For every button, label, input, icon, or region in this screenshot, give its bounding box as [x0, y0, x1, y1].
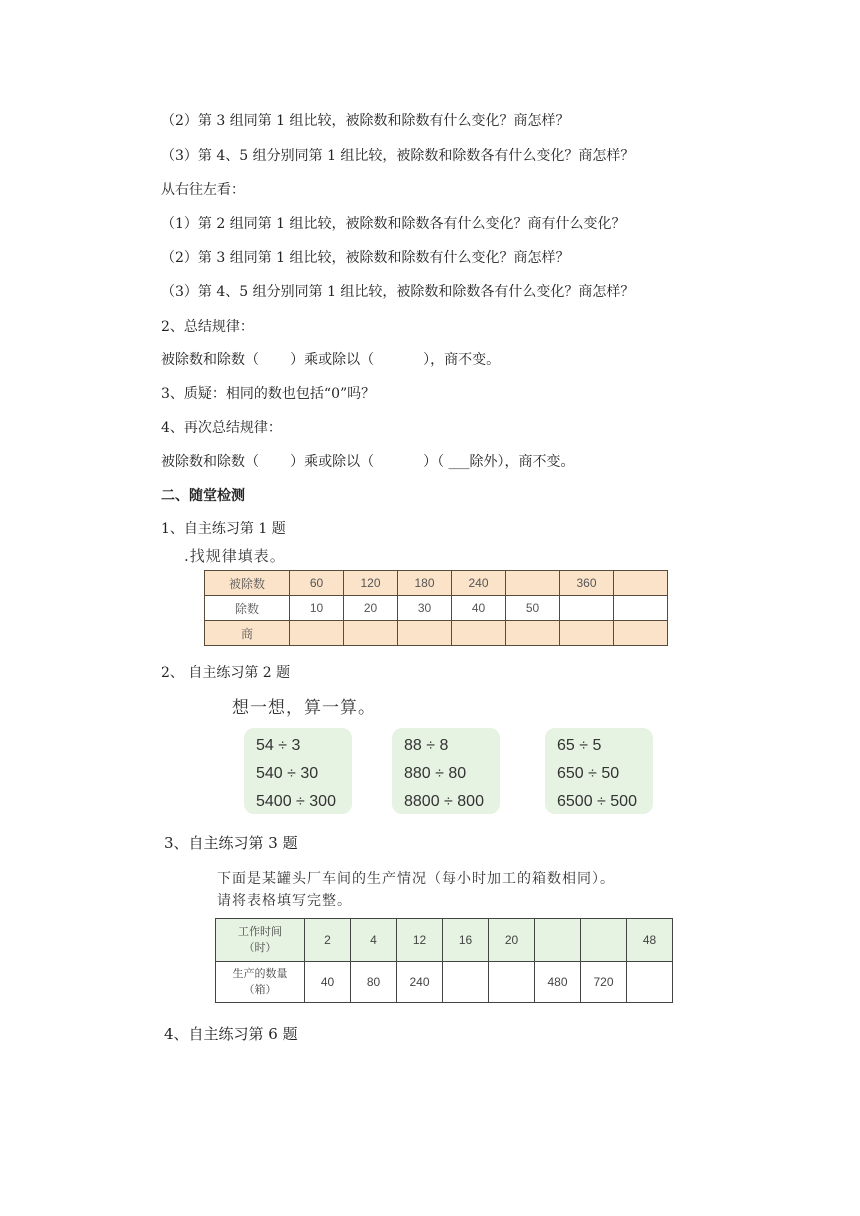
table-cell: 80 — [351, 962, 397, 1003]
table-cell: 60 — [290, 571, 344, 596]
table-cell: 40 — [452, 596, 506, 621]
table-cell: 40 — [305, 962, 351, 1003]
table-cell: 480 — [535, 962, 581, 1003]
table-cell-blank — [344, 621, 398, 646]
table-cell: 50 — [506, 596, 560, 621]
expression: 8800 ÷ 800 — [404, 793, 484, 810]
q3-instruction-1: 下面是某罐头厂车间的生产情况（每小时加工的箱数相同）。 — [217, 871, 615, 887]
table-cell-blank — [560, 621, 614, 646]
q3-instruction-2: 请将表格填写完整。 — [217, 893, 352, 909]
table-row — [205, 571, 668, 596]
table-cell: 240 — [397, 962, 443, 1003]
expression: 880 ÷ 80 — [404, 765, 467, 782]
table-header-quantity — [216, 962, 305, 1003]
expression: 88 ÷ 8 — [404, 737, 449, 754]
table-cell: 20 — [344, 596, 398, 621]
table-cell: 360 — [560, 571, 614, 596]
table-row — [205, 596, 668, 621]
q1-title: 1、自主练习第 1 题 — [161, 521, 286, 537]
table-cell: 2 — [305, 919, 351, 962]
header-unit: （箱） — [243, 983, 277, 996]
table-cell-blank — [489, 962, 535, 1003]
summary-again-heading: 4、再次总结规律： — [161, 420, 282, 436]
table-cell-blank — [614, 621, 668, 646]
expression: 65 ÷ 5 — [557, 737, 602, 754]
table-cell-blank — [627, 962, 673, 1003]
question-line-1: （2）第 3 组同第 1 组比较，被除数和除数有什么变化？商怎样？ — [161, 113, 570, 129]
q2-title: 2、 自主练习第 2 题 — [161, 665, 291, 681]
question-line-3: （1）第 2 组同第 1 组比较，被除数和除数各有什么变化？商有什么变化？ — [161, 216, 626, 232]
table-cell: 12 — [397, 919, 443, 962]
table-cell-blank — [581, 919, 627, 962]
exercise-card-1 — [244, 728, 352, 814]
q3-table — [215, 918, 673, 1003]
question-zero: 3、质疑：相同的数也包括“0”吗？ — [161, 386, 376, 402]
q3-title: 3、自主练习第 3 题 — [164, 834, 298, 852]
exercise-card-3 — [545, 728, 653, 814]
right-to-left-heading: 从右往左看： — [161, 182, 245, 198]
header-label: 工作时间 — [238, 925, 282, 938]
table-cell: 30 — [398, 596, 452, 621]
q1-instruction: .找规律填表。 — [184, 547, 286, 565]
q1-table — [204, 570, 668, 646]
table-header-quotient: 商 — [205, 621, 290, 646]
expression: 54 ÷ 3 — [256, 737, 301, 754]
table-cell-blank — [560, 596, 614, 621]
table-cell-blank — [535, 919, 581, 962]
table-cell-blank — [398, 621, 452, 646]
table-cell: 120 — [344, 571, 398, 596]
question-line-5: （3）第 4、5 组分别同第 1 组比较，被除数和除数各有什么变化？商怎样？ — [161, 284, 635, 300]
question-line-4: （2）第 3 组同第 1 组比较，被除数和除数有什么变化？商怎样？ — [161, 250, 570, 266]
table-row — [216, 919, 673, 962]
table-cell: 10 — [290, 596, 344, 621]
table-cell: 4 — [351, 919, 397, 962]
table-row — [205, 621, 668, 646]
table-cell-blank — [452, 621, 506, 646]
table-cell-blank — [290, 621, 344, 646]
question-line-2: （3）第 4、5 组分别同第 1 组比较，被除数和除数各有什么变化？商怎样？ — [161, 148, 635, 164]
table-cell: 20 — [489, 919, 535, 962]
expression: 6500 ÷ 500 — [557, 793, 637, 810]
expression: 650 ÷ 50 — [557, 765, 620, 782]
summary-heading: 2、总结规律： — [161, 319, 254, 335]
table-cell: 48 — [627, 919, 673, 962]
header-unit: （时） — [243, 941, 277, 954]
table-header-hours — [216, 919, 305, 962]
table-header-divisor: 除数 — [205, 596, 290, 621]
table-cell: 720 — [581, 962, 627, 1003]
expression: 5400 ÷ 300 — [256, 793, 336, 810]
summary-rule-blank: 被除数和除数（ ）乘或除以（ ），商不变。 — [161, 352, 501, 368]
table-cell-blank — [614, 571, 668, 596]
exercise-card-2 — [392, 728, 500, 814]
table-cell-blank — [443, 962, 489, 1003]
table-header-dividend: 被除数 — [205, 571, 290, 596]
table-row — [216, 962, 673, 1003]
table-cell-blank — [506, 621, 560, 646]
header-label: 生产的数量 — [232, 967, 288, 980]
summary-rule-blank-2: 被除数和除数（ ）乘或除以（ ）（ ___除外），商不变。 — [161, 454, 575, 470]
q4-title: 4、自主练习第 6 题 — [164, 1025, 298, 1043]
table-cell: 16 — [443, 919, 489, 962]
table-cell: 180 — [398, 571, 452, 596]
expression: 540 ÷ 30 — [256, 765, 319, 782]
table-cell: 240 — [452, 571, 506, 596]
q2-instruction: 想一想，算一算。 — [232, 698, 376, 718]
table-cell-blank — [614, 596, 668, 621]
section-heading: 二、随堂检测 — [161, 488, 245, 504]
table-cell-blank — [506, 571, 560, 596]
